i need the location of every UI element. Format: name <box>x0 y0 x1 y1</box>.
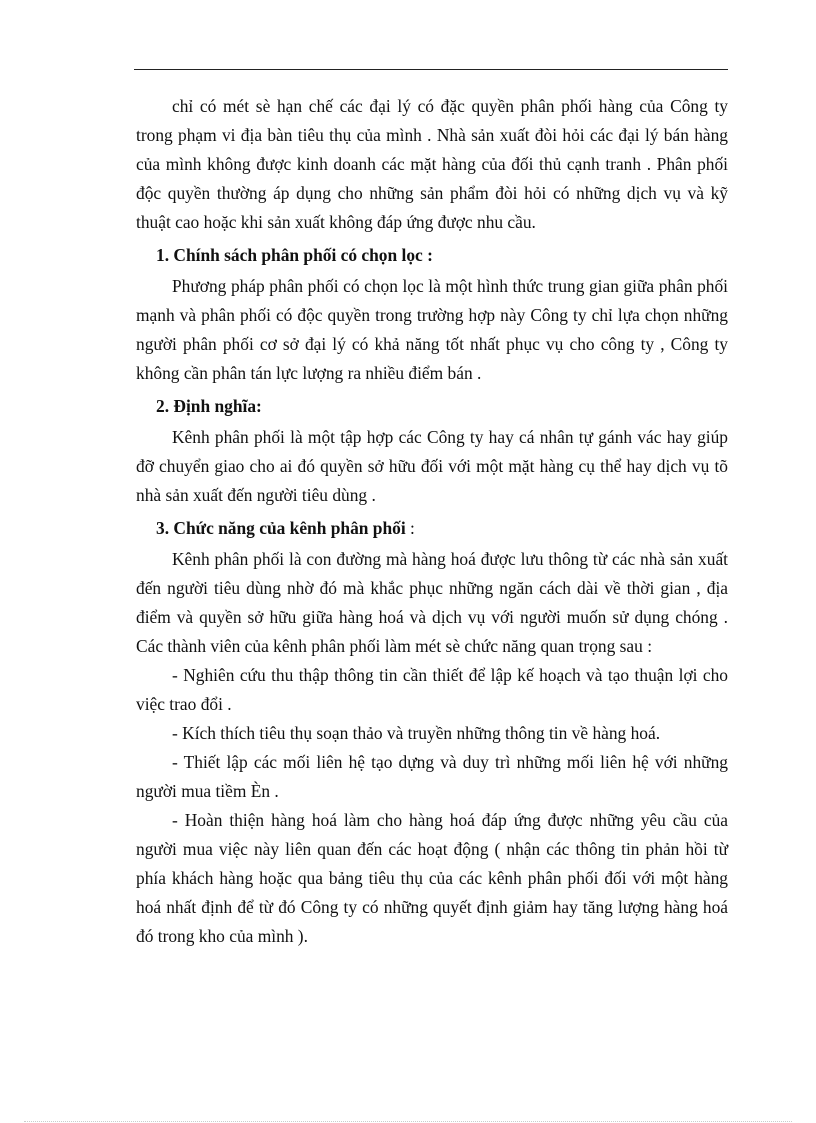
page-bottom-rule <box>24 1121 792 1122</box>
section-number: 1. <box>156 245 170 265</box>
function-item-4: - Hoàn thiện hàng hoá làm cho hàng hoá đáp ứng được những yêu cầu của người mua việc này liên quan đến các hoạt động ( nhận các thông tin phản hồi từ phía khách hàng hoặc qua bảng tiêu thụ của các kênh phân phối đối với một hàng hoá nhất định để từ đó Công ty có những quyết định giảm hay tăng lượng hàng hoá đó trong kho của mình ). <box>136 810 728 946</box>
section-heading-3 <box>136 514 728 543</box>
section-body-3: Kênh phân phối là con đường mà hàng hoá được lưu thông từ các nhà sản xuất đến người tiêu dùng nhờ đó mà khắc phục những ngăn cách dài về thời gian , địa điểm và quyền sở hữu giữa hàng hoá và dịch vụ với người muốn sử dụng chóng . Các thành viên của kênh phân phối làm mét sè chức năng quan trọng sau : <box>136 549 728 656</box>
section-title: Định nghĩa: <box>173 396 262 416</box>
section-title-suffix: : <box>405 518 415 538</box>
section-title: Chính sách phân phối có chọn lọc : <box>173 245 433 265</box>
section-body-1: Phương pháp phân phối có chọn lọc là một hình thức trung gian giữa phân phối mạnh và phân phối có độc quyền trong trường hợp này Công ty chỉ lựa chọn những người phân phối cơ sở đại lý có khả năng tốt nhất phục vụ cho công ty , Công ty không cần phân tán lực lượng ra nhiều điểm bán . <box>136 276 728 383</box>
section-heading-1 <box>136 241 728 270</box>
function-item-3: - Thiết lập các mối liên hệ tạo dựng và duy trì những mối liên hệ với những người mua tiềm Èn . <box>136 752 728 801</box>
function-item-2: - Kích thích tiêu thụ soạn thảo và truyền những thông tin về hàng hoá. <box>172 723 661 743</box>
section-body-2: Kênh phân phối là một tập hợp các Công ty hay cá nhân tự gánh vác hay giúp đỡ chuyển giao cho ai đó quyền sở hữu đối với một mặt hàng cụ thể hay dịch vụ tõ nhà sản xuất đến người tiêu dùng . <box>136 427 728 505</box>
section-number: 3. <box>156 518 170 538</box>
section-heading-2 <box>136 392 728 421</box>
header-rule <box>134 69 728 70</box>
function-item-1: - Nghiên cứu thu thập thông tin cần thiết để lập kế hoạch và tạo thuận lợi cho việc trao đổi . <box>136 665 728 714</box>
section-title: Chức năng của kênh phân phối <box>173 518 406 538</box>
section-number: 2. <box>156 396 170 416</box>
document-body <box>136 92 728 951</box>
intro-paragraph: chỉ có mét sè hạn chế các đại lý có đặc quyền phân phối hàng của Công ty trong phạm vi địa bàn tiêu thụ của mình . Nhà sản xuất đòi hỏi các đại lý bán hàng của mình không được kinh doanh các mặt hàng của đối thủ cạnh tranh . Phân phối độc quyền thường áp dụng cho những sản phẩm đòi hỏi có những dịch vụ và kỹ thuật cao hoặc khi sản xuất không đáp ứng được nhu cầu. <box>136 96 728 232</box>
